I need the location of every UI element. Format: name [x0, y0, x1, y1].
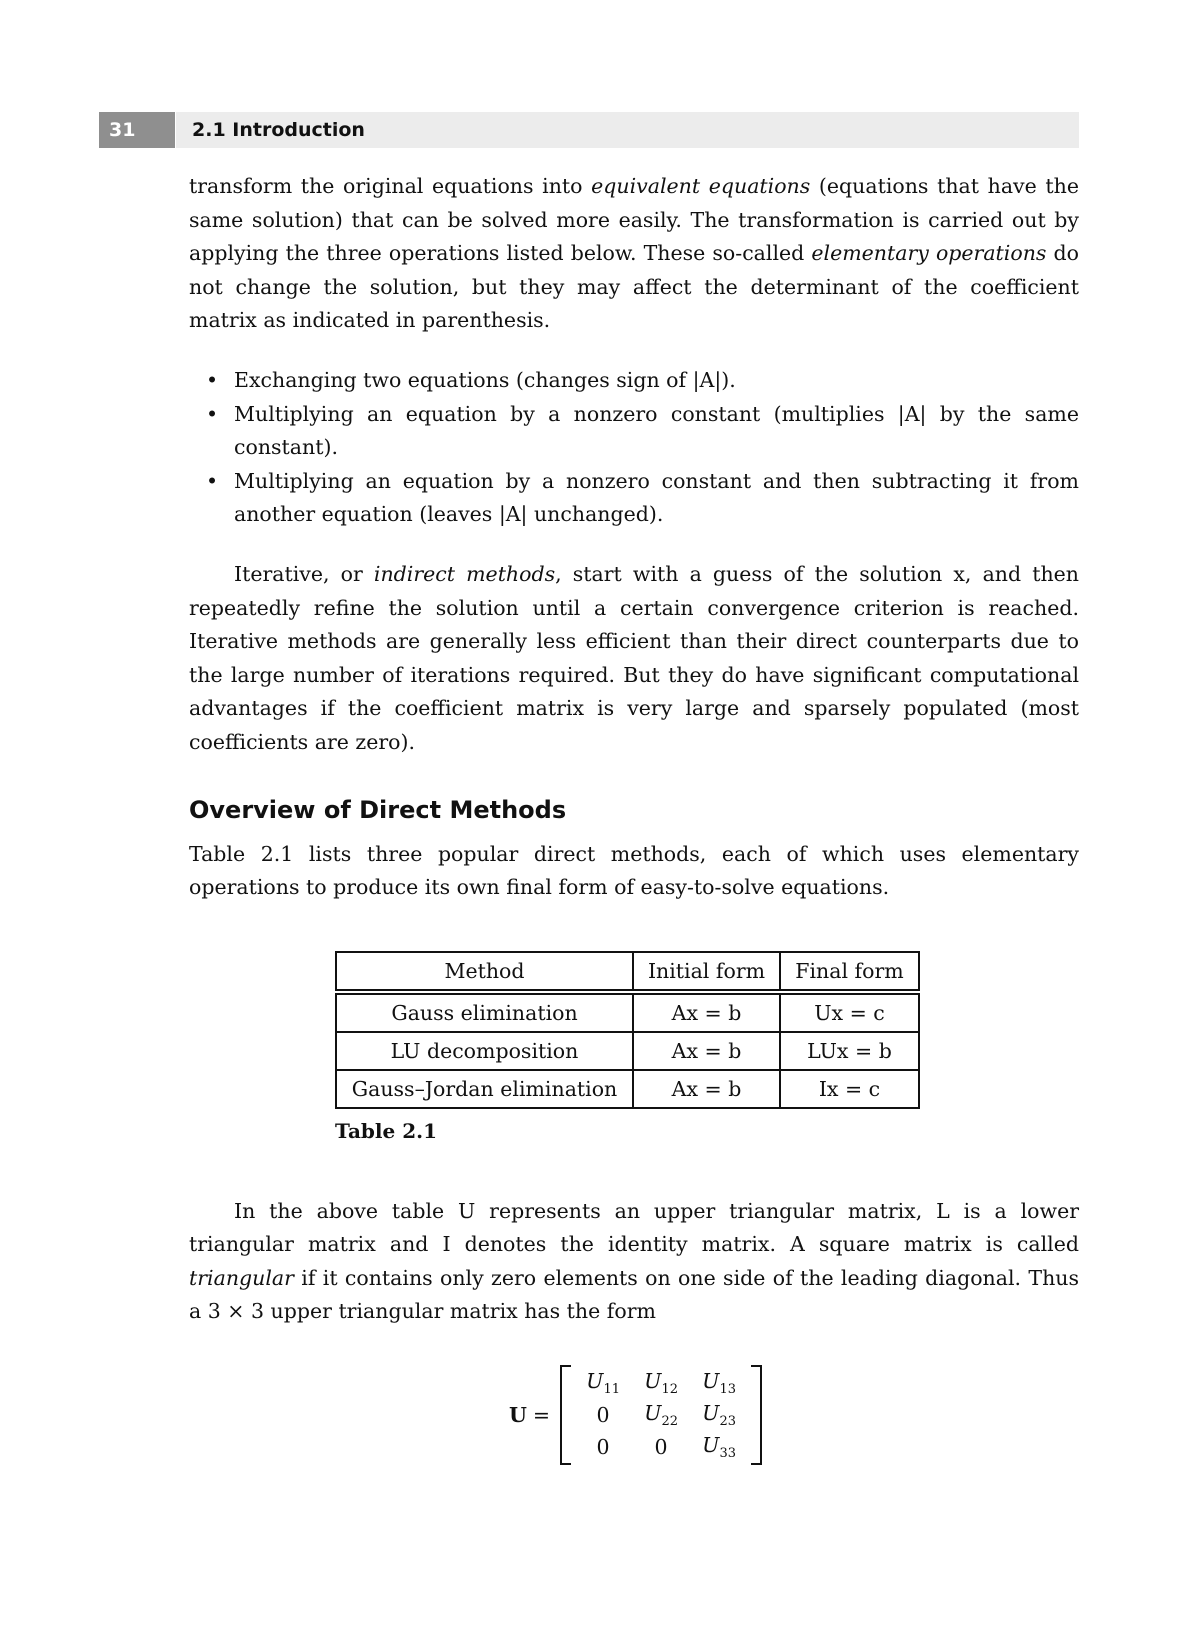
section-title: 2.1 Introduction — [176, 112, 1079, 148]
emphasis: triangular — [189, 1265, 294, 1290]
section-heading: Overview of Direct Methods — [189, 795, 567, 824]
matrix-entry: $U_{11}$ — [586, 1369, 620, 1398]
operations-list — [189, 364, 1079, 532]
table-header-row — [336, 952, 919, 992]
table-cell: Gauss–Jordan elimination — [336, 1070, 633, 1108]
text-run: (equations that have the same solution) that can be solved more easily. The transformation is carried out by applying the three operations listed below. These so-called — [189, 174, 1079, 266]
matrix-body — [560, 1365, 762, 1465]
matrix-row — [574, 1431, 748, 1463]
table-cell: Ax = b — [633, 1070, 780, 1108]
paragraph-triangular — [189, 1195, 1079, 1329]
list-item: • Multiplying an equation by a nonzero constant (multiplies |A| by the same constant). — [234, 398, 1079, 465]
page-number: 31 — [99, 112, 175, 148]
table-cell: Ax = b — [633, 992, 780, 1032]
emphasis: equivalent equations — [591, 174, 811, 198]
paragraph-overview: Table 2.1 lists three popular direct methods, each of which uses elementary operations to produce its own final form of easy-to-solve equations. — [189, 841, 1079, 900]
emphasis: elementary operations — [811, 241, 1047, 266]
table-cell: Gauss elimination — [336, 992, 633, 1032]
page-header — [99, 112, 1079, 148]
upper-triangular-matrix-equation — [509, 1365, 1079, 1465]
table-cell: Ux = c — [780, 992, 919, 1032]
table-row — [336, 1032, 919, 1070]
matrix-entry-zero: 0 — [654, 1435, 668, 1460]
table-caption: Table 2.1 — [335, 1118, 437, 1143]
matrix-entry-zero: 0 — [596, 1435, 610, 1460]
matrix-symbol: U — [509, 1403, 527, 1428]
matrix-entry: $U_{23}$ — [702, 1401, 736, 1430]
matrix-entry: $U_{22}$ — [644, 1401, 678, 1430]
table-row — [336, 992, 919, 1032]
column-header: Final form — [780, 952, 919, 992]
page-body — [189, 170, 1079, 1465]
text-run: In the above table U represents an upper triangular matrix, L is a lower triangular matrix and I denotes the identity matrix. A square matrix is called — [189, 1198, 1079, 1257]
table-cell: Ax = b — [633, 1032, 780, 1070]
text-run: do not change the solution, but they may affect the determinant of the coefficient matrix as indicated in parenthesis. — [189, 241, 1080, 333]
matrix-entry-zero: 0 — [596, 1403, 610, 1428]
matrix-entry: $U_{33}$ — [702, 1433, 736, 1462]
emphasis: indirect methods — [373, 561, 556, 586]
methods-table — [335, 951, 920, 1109]
table-row — [336, 1070, 919, 1108]
column-header: Method — [336, 952, 633, 992]
text-run: , start with a guess of the solution x, and then repeatedly refine the solution until a certain convergence criterion is reached. Iterative methods are generally less efficient than their direct counterparts due to the large number of iterations required. But they do have significant computational advantages if the coefficient matrix is very large and sparsely populated (most coefficients are zero). — [189, 561, 1080, 754]
matrix-row — [574, 1367, 748, 1399]
table-cell: LU decomposition — [336, 1032, 633, 1070]
table-cell: LUx = b — [780, 1032, 919, 1070]
matrix-entry: $U_{13}$ — [702, 1369, 736, 1398]
paragraph-intro — [189, 170, 1079, 338]
equals-sign: = — [532, 1403, 551, 1428]
matrix-row — [574, 1399, 748, 1431]
column-header: Initial form — [633, 952, 780, 992]
text-run: if it contains only zero elements on one side of the leading diagonal. Thus a 3 × 3 upper triangular matrix has the form — [189, 1265, 1079, 1324]
table-cell: Ix = c — [780, 1070, 919, 1108]
list-item: • Multiplying an equation by a nonzero constant and then subtracting it from another equation (leaves |A| unchanged). — [234, 465, 1079, 532]
matrix-entry: $U_{12}$ — [644, 1369, 678, 1398]
text-run: Iterative, or — [234, 561, 374, 586]
text-run: transform the original equations into — [189, 174, 592, 198]
list-item: • Exchanging two equations (changes sign of |A|). — [234, 364, 1079, 398]
paragraph-iterative — [189, 558, 1079, 760]
